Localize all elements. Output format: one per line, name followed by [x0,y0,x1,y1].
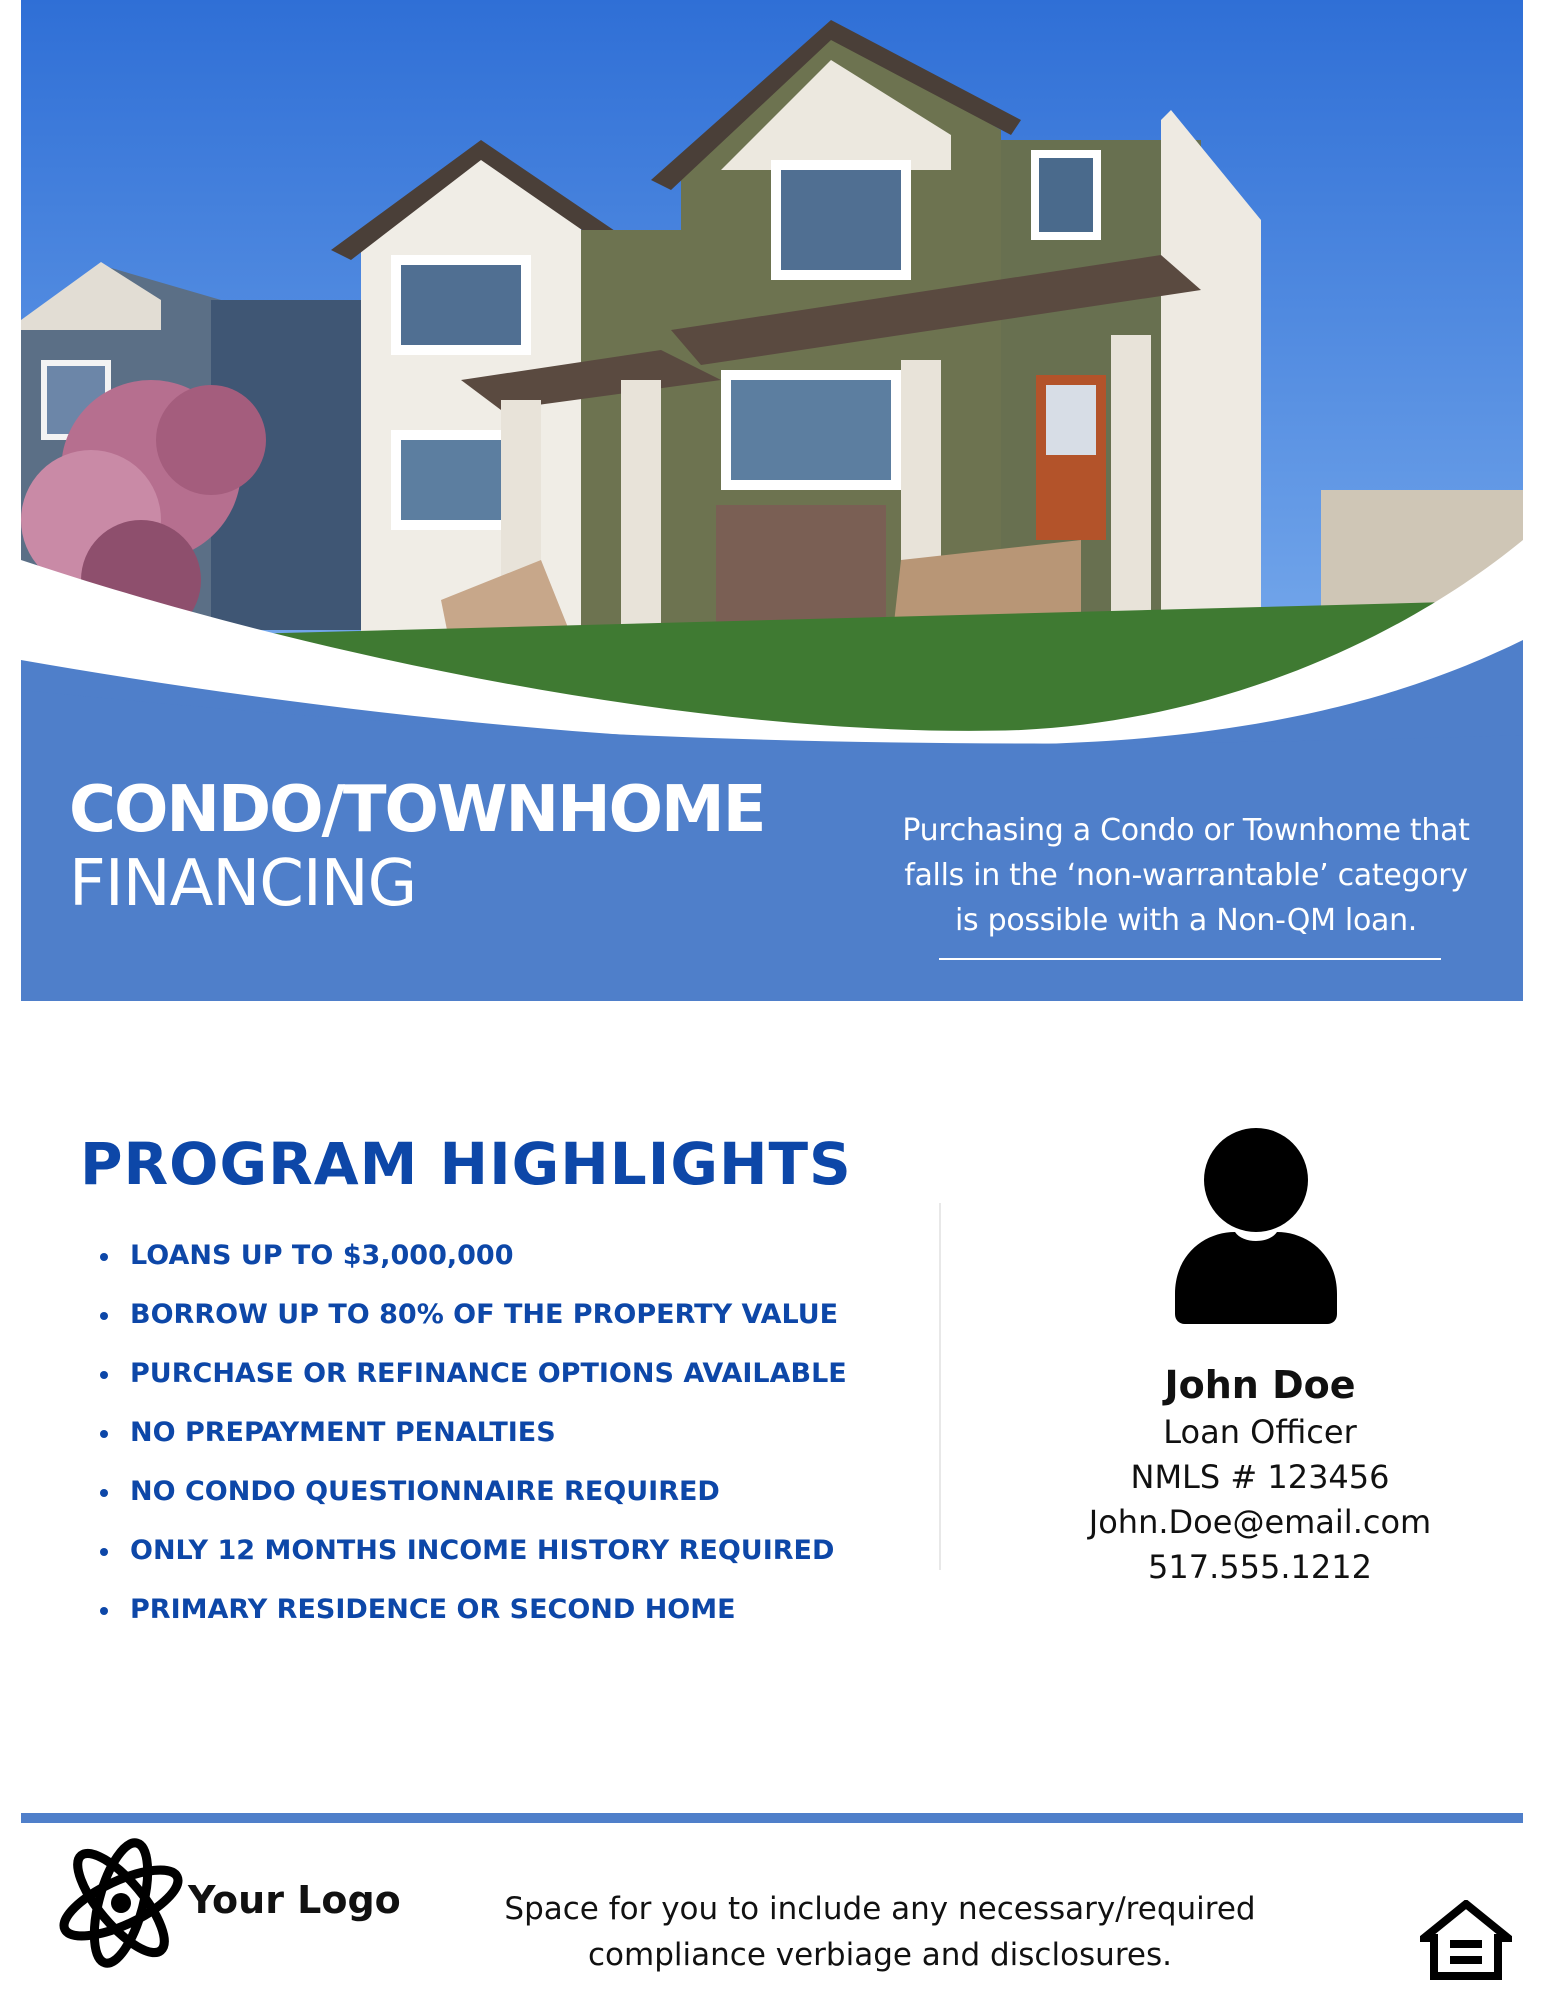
highlight-text: LOANS UP TO $3,000,000 [130,1240,514,1271]
highlight-item [96,1236,847,1295]
highlights-list [96,1236,847,1649]
contact-phone[interactable]: 517.555.1212 [1148,1548,1372,1586]
logo-text: Your Logo [188,1878,401,1922]
hero-banner [21,0,1523,1001]
highlight-text: NO PREPAYMENT PENALTIES [130,1417,556,1448]
highlight-text: PRIMARY RESIDENCE OR SECOND HOME [130,1594,736,1625]
tagline-line: Purchasing a Condo or Townhome that [902,813,1470,848]
highlight-item [96,1354,847,1413]
contact-card [1000,1360,1520,1590]
compliance-text [440,1886,1320,1978]
bullet-icon [100,1489,108,1497]
bullet-icon [100,1430,108,1438]
bullet-icon [100,1548,108,1556]
highlight-item [96,1295,847,1354]
highlight-item [96,1472,847,1531]
highlight-text: BORROW UP TO 80% OF THE PROPERTY VALUE [130,1299,839,1330]
bullet-icon [100,1371,108,1379]
flyer-title [69,773,765,921]
tagline-line: falls in the ‘non-warrantable’ category [904,858,1468,893]
highlight-item [96,1590,847,1649]
flyer-title-line1: CONDO/TOWNHOME [69,773,765,847]
person-icon [1165,1124,1347,1324]
footer-rule [21,1813,1523,1823]
atom-logo-icon [52,1828,190,1978]
bullet-icon [100,1607,108,1615]
bullet-icon [100,1312,108,1320]
section-divider [939,1203,941,1570]
highlight-text: NO CONDO QUESTIONNAIRE REQUIRED [130,1476,720,1507]
flyer-title-line2: FINANCING [69,847,417,921]
highlight-item [96,1531,847,1590]
townhome-photo [21,0,1523,760]
tagline-underline [939,958,1441,960]
compliance-line: compliance verbiage and disclosures. [588,1937,1172,1973]
highlights-heading: PROGRAM HIGHLIGHTS [80,1130,852,1198]
highlight-item [96,1413,847,1472]
bullet-icon [100,1253,108,1261]
highlight-text: ONLY 12 MONTHS INCOME HISTORY REQUIRED [130,1535,835,1566]
contact-role: Loan Officer [1163,1413,1357,1451]
contact-name: John Doe [1164,1363,1356,1407]
compliance-line: Space for you to include any necessary/required [504,1891,1256,1927]
hero-tagline [876,808,1496,943]
contact-email[interactable]: John.Doe@email.com [1088,1503,1432,1541]
tagline-line: is possible with a Non-QM loan. [954,903,1418,938]
contact-nmls: NMLS # 123456 [1130,1458,1390,1496]
equal-housing-icon [1420,1900,1512,1980]
highlight-text: PURCHASE OR REFINANCE OPTIONS AVAILABLE [130,1358,847,1389]
